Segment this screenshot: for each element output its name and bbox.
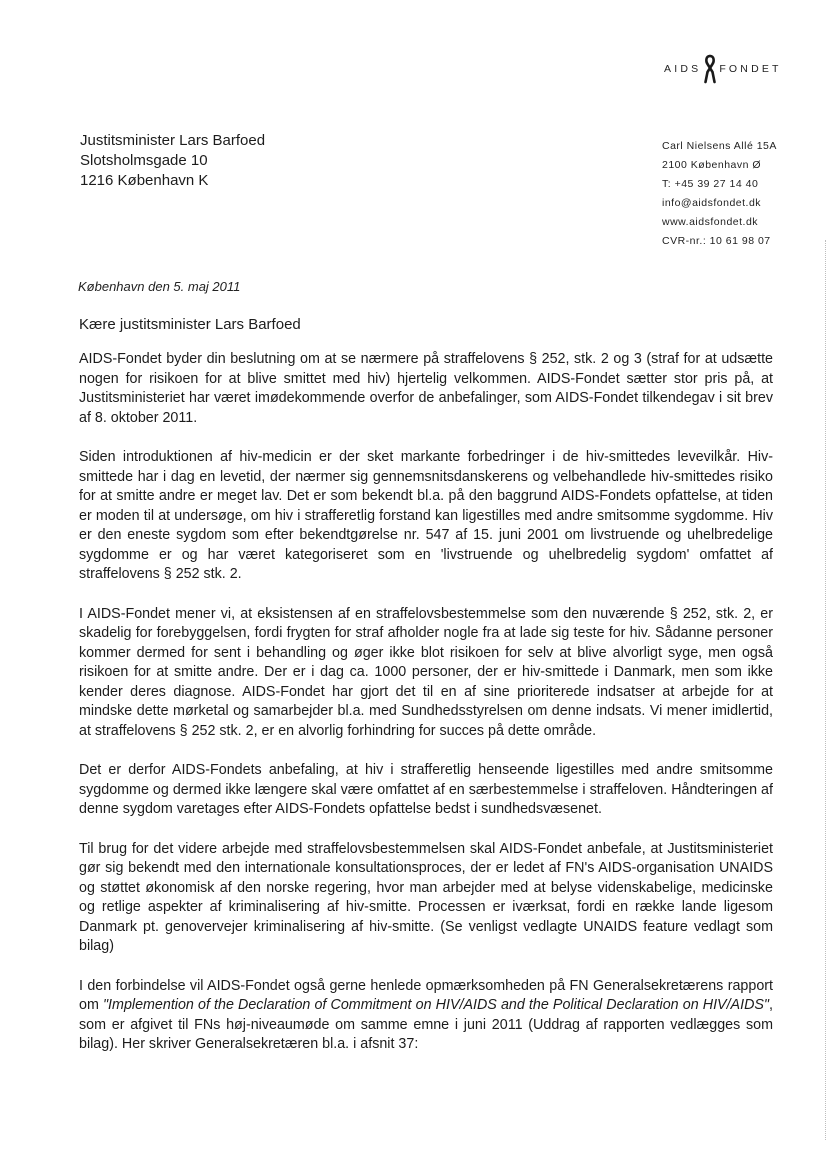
paragraph-3: I AIDS-Fondet mener vi, at eksistensen af en straffelovsbestemmelse som den nuværende § 252, stk. 2, er skadelig for forebyggelsen, fordi frygten for straf afholder nogle fra at lade sig teste for hiv. Sådanne personer kommer dermed for sent i behandling og øger ikke blot risikoen for selv at blive alvorligt syge, men også risikoen for at smitte andre. Der er i dag ca. 1000 personer, der er hiv-smittede i Danmark, men som ikke kender deres diagnose. AIDS-Fondet har gjort det til en af sine prioriterede indsatser at arbejde for at mindske dette mørketal og samarbejder bl.a. med Sundhedsstyrelsen om denne indsats. Vi mener imidlertid, at straffelovens § 252 stk. 2, er en alvorlig forhindring for succes på dette område. [79,605,773,739]
recipient-city: 1216 København K [80,172,209,189]
sender-city: 2100 København Ø [662,159,762,171]
recipient-address [80,131,265,191]
sender-address [662,137,777,251]
logo-text-right: FONDET [719,63,782,75]
sender-website: www.aidsfondet.dk [662,216,759,228]
red-ribbon-icon [703,54,717,84]
page-edge-line [824,240,826,1140]
sender-cvr: CVR-nr.: 10 61 98 07 [662,235,771,247]
recipient-name: Justitsminister Lars Barfoed [80,132,266,149]
paragraph-5: Til brug for det videre arbejde med straffelovsbestemmelsen skal AIDS-Fondet anbefale, at Justitsministeriet gør sig bekendt med den internationale konsultationsproces, der er ledet af FN's AIDS-organisation UNAIDS og støttet økonomisk af den norske regering, hvor man arbejder med at belyse videnskabelige, medicinske og retlige aspekter af kriminalisering af hiv-smitte. Processen er iværksat, fordi en række lande ligesom Danmark pt. genovervejer kriminalisering af hiv-smitte. (Se venligst vedlagte UNAIDS feature vedlagt som bilag) [79,840,773,954]
recipient-street: Slotsholmsgade 10 [80,152,208,169]
aidsfondet-logo [664,54,782,84]
report-title: "Implemention of the Declaration of Commitment on HIV/AIDS and the Political Declaration on HIV/AIDS" [102,997,770,1013]
letter-date: København den 5. maj 2011 [78,279,241,294]
sender-phone: T: +45 39 27 14 40 [662,178,759,190]
sender-street: Carl Nielsens Allé 15A [662,140,777,152]
paragraph-1: AIDS-Fondet byder din beslutning om at se nærmere på straffelovens § 252, stk. 2 og 3 (straf for at udsætte nogen for risikoen for at blive smittet med hiv) hjertelig velkommen. AIDS-Fondet sætter stor pris på, at Justitsministeriet har været imødekommende overfor de anbefalinger, som AIDS-Fondet tilkendegav i sit brev af 8. oktober 2011. [79,351,773,426]
paragraph-2: Siden introduktionen af hiv-medicin er der sket markante forbedringer i de hiv-smittedes levevilkår. Hiv-smittede har i dag en levetid, der nærmer sig gennemsnitsdanskerens og velbehandlede hiv-smittedes risiko for at smitte andre er meget lav. Det er som bekendt bl.a. på den baggrund AIDS-Fondets opfattelse, at tiden er moden til at undersøge, om hiv i strafferetlig forstand kan ligestilles med andre smitsomme sygdomme. Hiv er den eneste sygdom som efter bekendtgørelse nr. 547 af 15. juni 2001 om livstruende og uhelbredelige sygdomme er og har været kategoriseret som en 'livstruende og uhelbredelig sygdom' omfattet af straffelovens § 252 stk. 2. [79,449,773,582]
paragraph-4: Det er derfor AIDS-Fondets anbefaling, at hiv i strafferetlig henseende ligestilles med andre smitsomme sygdomme og dermed ikke længere skal være omfattet af en særbestemmelse i straffeloven. Håndteringen af denne sygdom varetages efter AIDS-Fondets opfattelse bedst i sundhedsvæsenet. [79,762,773,817]
paragraph-6-rest: , som er afgivet til FNs høj-niveaumøde om samme emne i juni 2011 (Uddrag af rapporten vedlægges som bilag). Her skriver Generalsekretæren bl.a. i afsnit 37: [79,997,773,1052]
salutation: Kære justitsminister Lars Barfoed [79,316,301,333]
paragraph-6 [79,977,773,1055]
paragraph-6-intro: I den forbindelse vil AIDS-Fondet også gerne henlede opmærksomheden på FN Generalsekretærens rapport om [79,977,773,1013]
sender-email: info@aidsfondet.dk [662,197,762,209]
logo-text-left: AIDS [664,63,702,75]
letter-body [79,350,773,1075]
